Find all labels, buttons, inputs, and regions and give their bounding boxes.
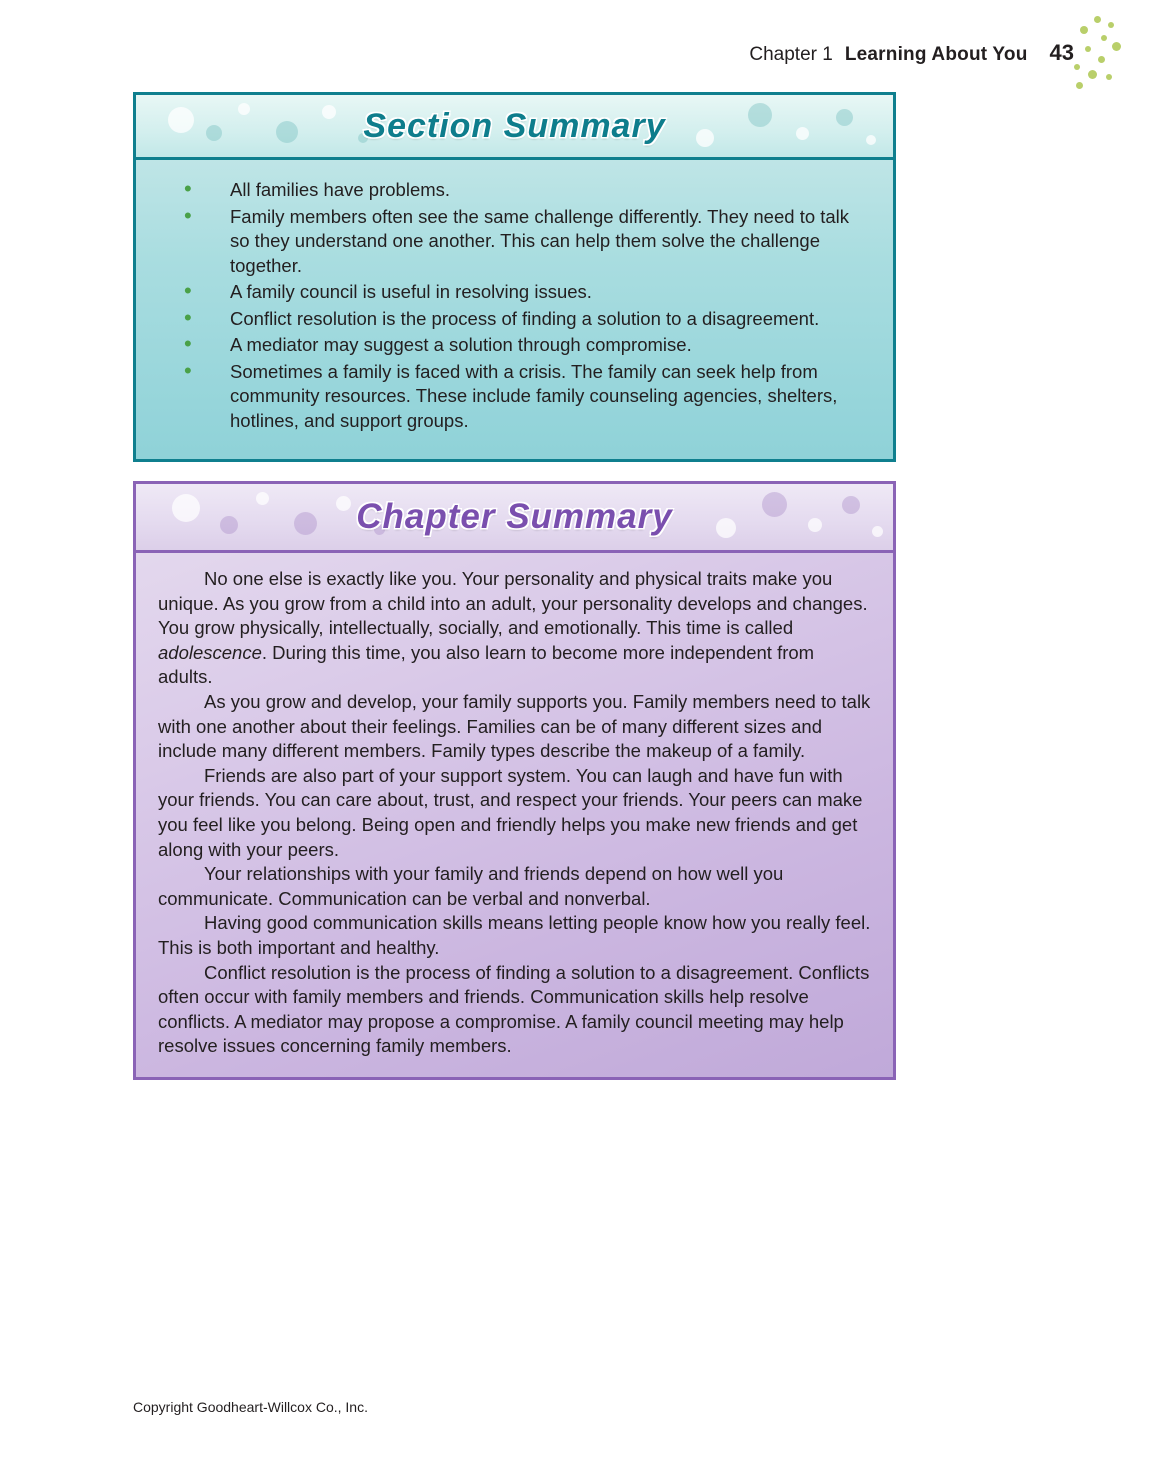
paragraph-tail: . During this time, you also learn to become more independent from adults. (158, 641, 815, 688)
section-summary-title: Section Summary (363, 107, 666, 145)
list-item: • Family members often see the same challenge differently. They need to talk so they understand one another. This can help them solve the challenge together. (160, 205, 869, 279)
section-summary-box (133, 92, 896, 462)
footer-copyright: Copyright Goodheart-Willcox Co., Inc. (133, 1399, 368, 1415)
header-chapter-label: Chapter 1 (749, 44, 833, 65)
list-item: • Conflict resolution is the process of finding a solution to a disagreement. (160, 307, 869, 332)
paragraph: Having good communication skills means letting people know how you really feel. This is both important and healthy. (158, 912, 871, 958)
paragraph: Your relationships with your family and friends depend on how well you communicate. Communication can be verbal and nonverbal. (158, 863, 784, 909)
section-summary-list (160, 178, 869, 433)
chapter-summary-body (136, 553, 893, 1077)
paragraph-text: No one else is exactly like you. Your personality and physical traits make you unique. As you grow from a child into an adult, your personality develops and changes. You grow physically, intellectually, socially, and emotionally. This time is called (158, 568, 868, 639)
chapter-summary-banner (136, 484, 893, 553)
paragraph (158, 567, 871, 690)
paragraph: Conflict resolution is the process of finding a solution to a disagreement. Conflicts often occur with family members and friends. Communication skills help resolve conflicts. A mediator may propose a compromise. A family council meeting may help resolve issues concerning family members. (158, 961, 870, 1057)
paragraph: Friends are also part of your support system. You can laugh and have fun with your friends. You can care about, trust, and respect your friends. Your peers can make you feel like you belong. Being open and friendly helps you make new friends and get along with your peers. (158, 764, 863, 860)
list-item: • All families have problems. (160, 178, 869, 203)
paragraph: As you grow and develop, your family supports you. Family members need to talk with one another about their feelings. Families can be of many different sizes and include many different members. Family types describe the makeup of a family. (158, 690, 871, 762)
header-chapter-title: Learning About You (844, 44, 1028, 65)
chapter-summary-title: Chapter Summary (356, 497, 673, 536)
page-header (749, 40, 1074, 66)
list-item: • Sometimes a family is faced with a crisis. The family can seek help from community resources. These include family counseling agencies, shelters, hotlines, and support groups. (160, 360, 869, 434)
list-item: • A mediator may suggest a solution through compromise. (160, 333, 869, 358)
list-item: • A family council is useful in resolving issues. (160, 280, 869, 305)
section-summary-body (136, 160, 893, 459)
italic-term: adolescence (158, 641, 262, 663)
section-summary-banner (136, 95, 893, 160)
page-number: 43 (1049, 40, 1074, 65)
chapter-summary-box (133, 481, 896, 1080)
